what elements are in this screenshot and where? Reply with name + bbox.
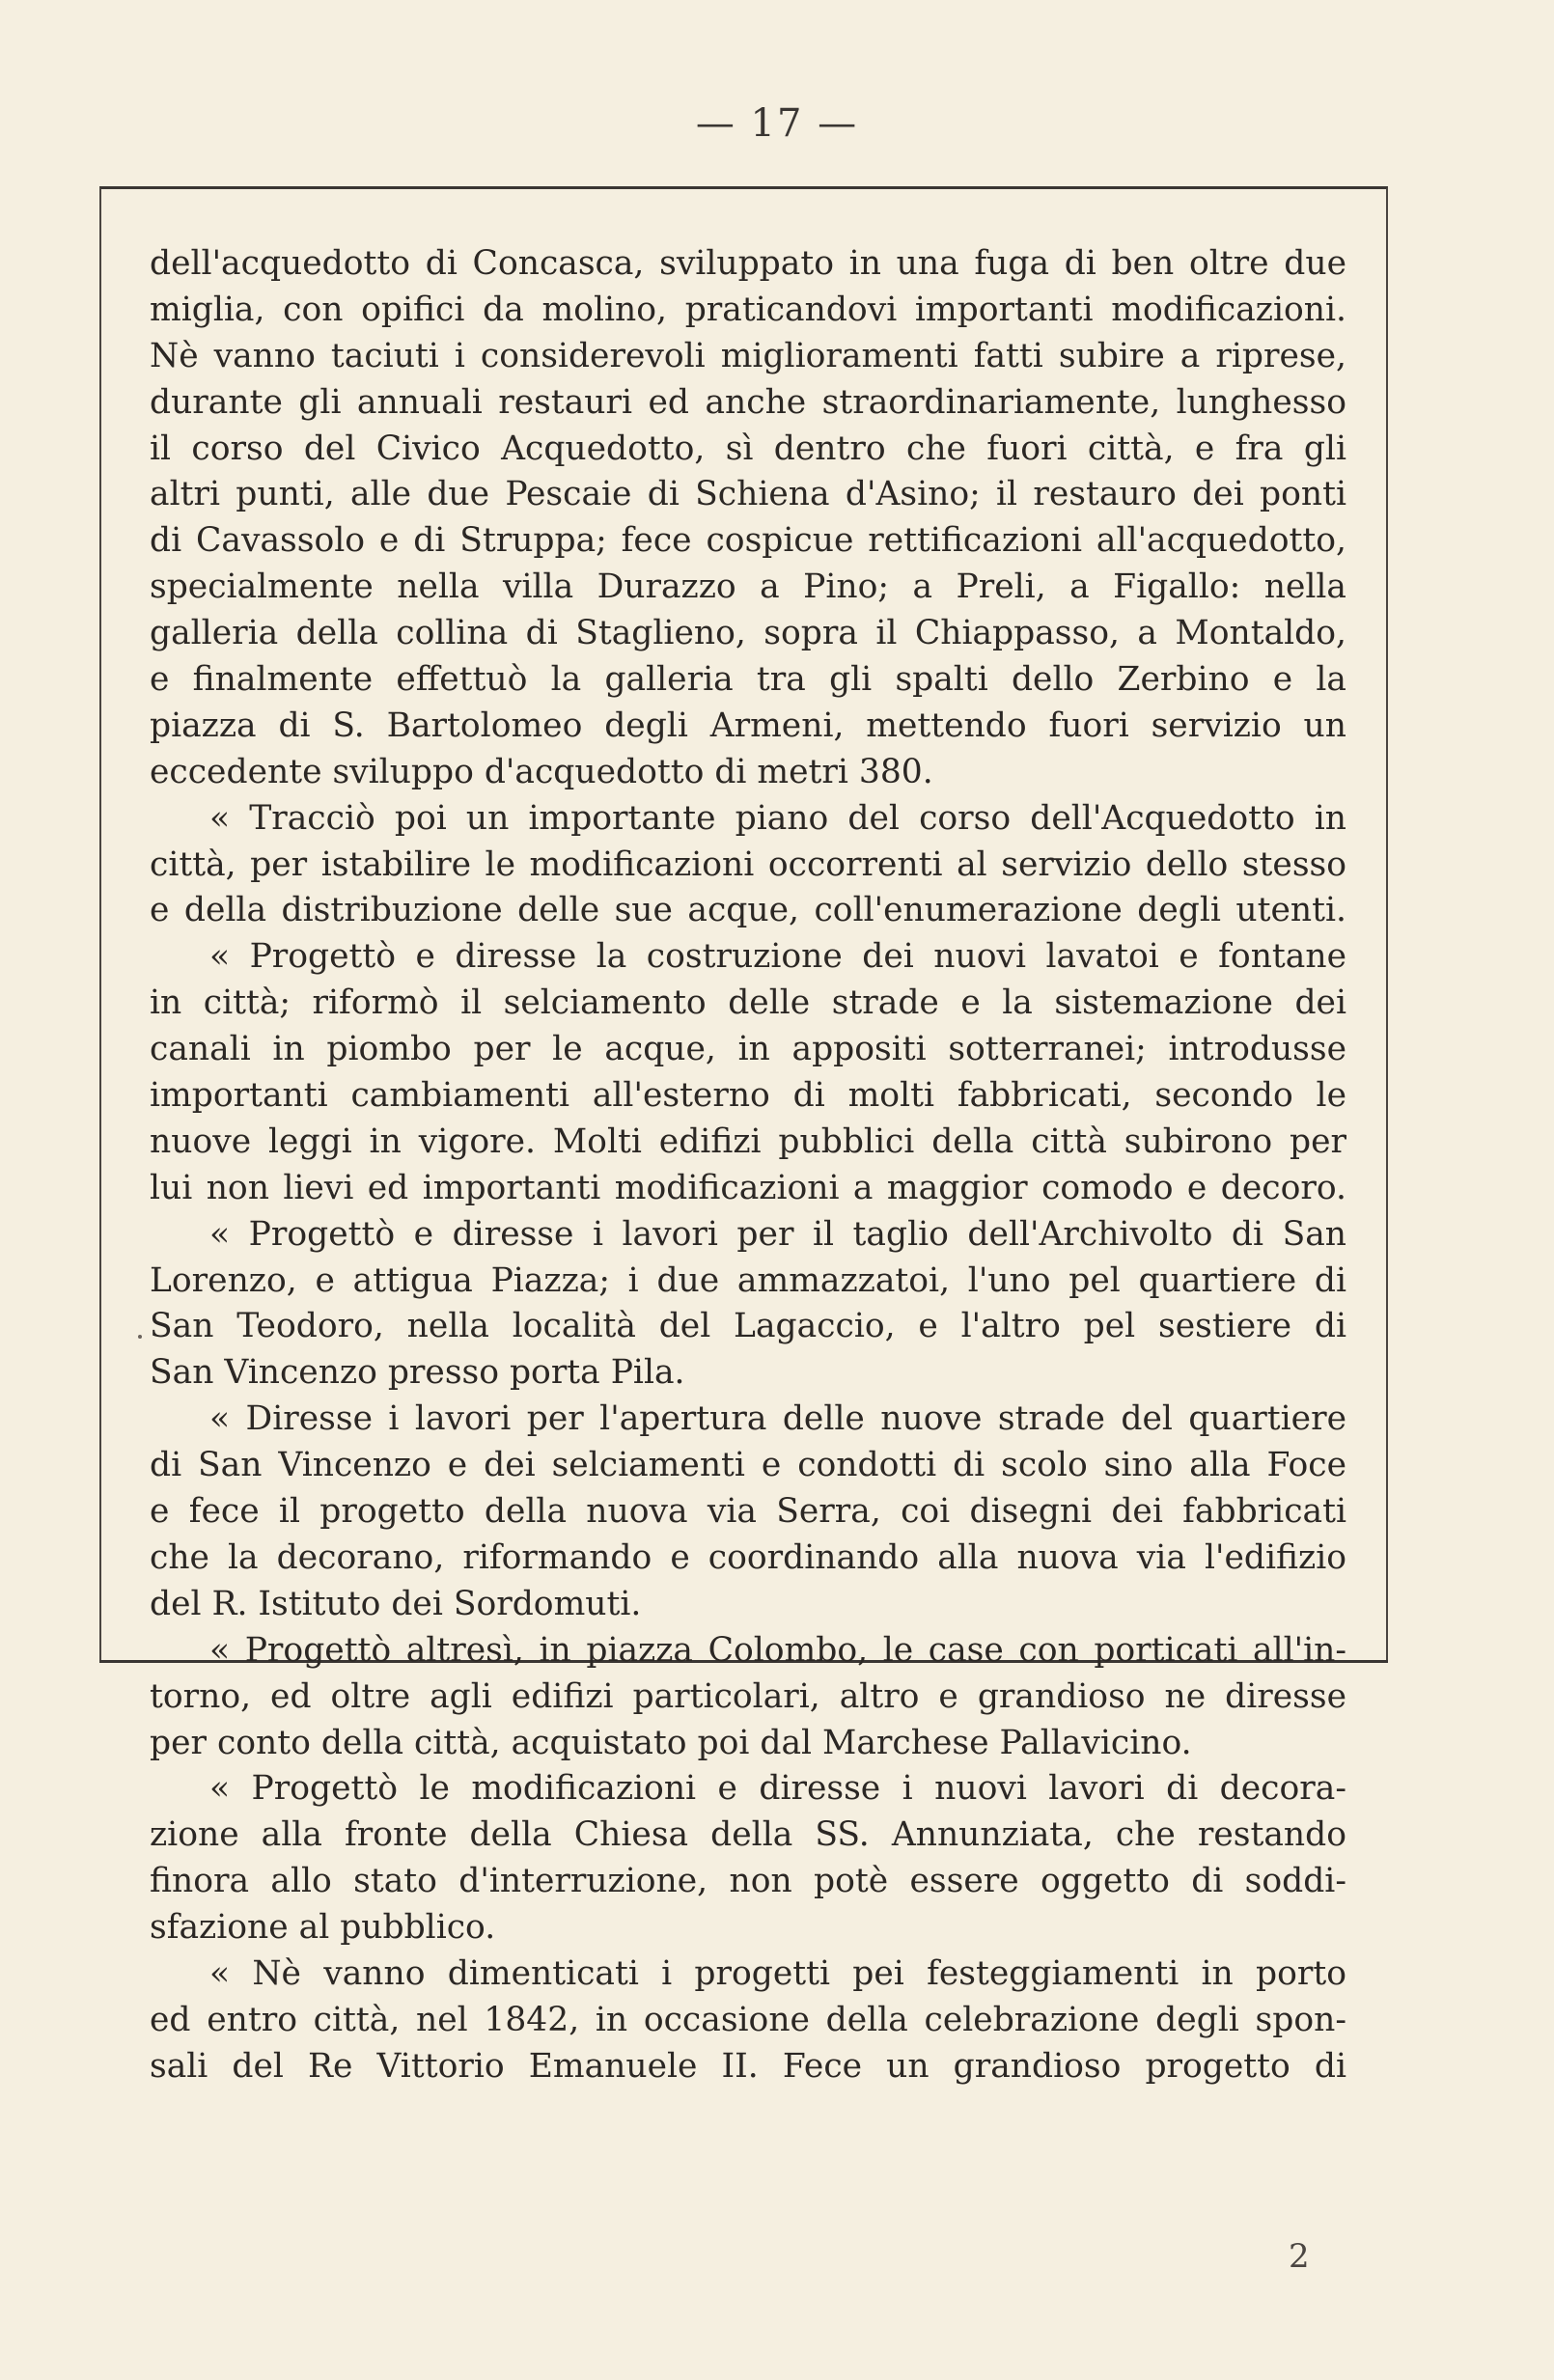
text-line: città, per istabilire le modificazioni occorrenti al servizio dello stesso [150, 844, 1346, 884]
text-line: « Progettò e diresse i lavori per il taglio dell'Archivolto di San [209, 1214, 1346, 1254]
text-line: Nè vanno taciuti i considerevoli miglioramenti fatti subire a riprese, [150, 336, 1346, 375]
text-line: finora allo stato d'interruzione, non potè essere oggetto di soddi- [150, 1862, 1346, 1901]
text-line: galleria della collina di Staglieno, sopra il Chiappasso, a Montaldo, [150, 614, 1346, 653]
text-line: importanti cambiamenti all'esterno di molti fabbricati, secondo le [150, 1076, 1346, 1116]
text-line: San Teodoro, nella località del Lagaccio, e l'altro pel sestiere di [150, 1307, 1346, 1346]
body-text [150, 241, 1346, 2090]
text-line: per conto della città, acquistato poi dal Marchese Pallavicino. [150, 1723, 1192, 1762]
text-line: dell'acquedotto di Concasca, sviluppato in una fuga di ben oltre due [150, 244, 1346, 283]
text-line: « Tracciò poi un importante piano del corso dell'Acquedotto in [209, 798, 1346, 838]
text-line: e finalmente effettuò la galleria tra gli spalti dello Zerbino e la [150, 660, 1346, 700]
text-line: e fece il progetto della nuova via Serra, coi disegni dei fabbricati [150, 1492, 1346, 1532]
text-line: di Cavassolo e di Struppa; fece cospicue rettificazioni all'acquedotto, [150, 521, 1346, 561]
text-line: « Progettò altresì, in piazza Colombo, le case con porticati all'in- [209, 1630, 1346, 1670]
text-line: lui non lievi ed importanti modificazioni a maggior comodo e decoro. [150, 1168, 1346, 1207]
text-line: « Diresse i lavori per l'apertura delle nuove strade del quartiere [209, 1399, 1346, 1439]
text-line: San Vincenzo presso porta Pila. [150, 1353, 685, 1393]
text-line: « Progettò e diresse la costruzione dei nuovi lavatoi e fontane [209, 937, 1346, 977]
text-line: specialmente nella villa Durazzo a Pino; a Preli, a Figallo: nella [150, 567, 1346, 607]
text-line: Lorenzo, e attigua Piazza; i due ammazzatoi, l'uno pel quartiere di [150, 1260, 1346, 1300]
page-number: — 17 — [695, 101, 859, 146]
text-line: zione alla fronte della Chiesa della SS. Annunziata, che restando [150, 1815, 1346, 1855]
text-line: che la decorano, riformando e coordinando alla nuova via l'edifizio [150, 1537, 1346, 1577]
text-line: « Progettò le modificazioni e diresse i nuovi lavori di decora- [209, 1769, 1346, 1809]
text-line: canali in piombo per le acque, in appositi sotterranei; introdusse [150, 1030, 1346, 1069]
margin-dot [138, 1335, 142, 1339]
text-line: del R. Istituto dei Sordomuti. [150, 1584, 642, 1623]
text-line: sali del Re Vittorio Emanuele II. Fece un grandioso progetto di [150, 2046, 1346, 2086]
text-line: durante gli annuali restauri ed anche straordinariamente, lunghesso [150, 382, 1346, 422]
text-line: altri punti, alle due Pescaie di Schiena d'Asino; il restauro dei ponti [150, 475, 1346, 514]
text-line: di San Vincenzo e dei selciamenti e condotti di scolo sino alla Foce [150, 1446, 1346, 1485]
text-line: sfazione al pubblico. [150, 1908, 496, 1948]
text-line: in città; riformò il selciamento delle strade e la sistemazione dei [150, 983, 1346, 1023]
text-line: nuove leggi in vigore. Molti edifizi pubblici della città subirono per [150, 1121, 1346, 1161]
text-line: ed entro città, nel 1842, in occasione della celebrazione degli spon- [150, 2000, 1346, 2039]
text-line: piazza di S. Bartolomeo degli Armeni, mettendo fuori servizio un [150, 706, 1346, 745]
text-line: il corso del Civico Acquedotto, sì dentro che fuori città, e fra gli [150, 429, 1346, 468]
text-line: eccedente sviluppo d'acquedotto di metri 380. [150, 752, 933, 791]
signature-mark: 2 [1289, 2237, 1310, 2276]
text-line: e della distribuzione delle sue acque, coll'enumerazione degli utenti. [150, 891, 1346, 930]
text-line: miglia, con opifici da molino, praticandovi importanti modificazioni. [150, 290, 1346, 329]
text-line: torno, ed oltre agli edifizi particolari, altro e grandioso ne diresse [150, 1676, 1346, 1716]
text-line: « Nè vanno dimenticati i progetti pei festeggiamenti in porto [209, 1953, 1346, 1993]
